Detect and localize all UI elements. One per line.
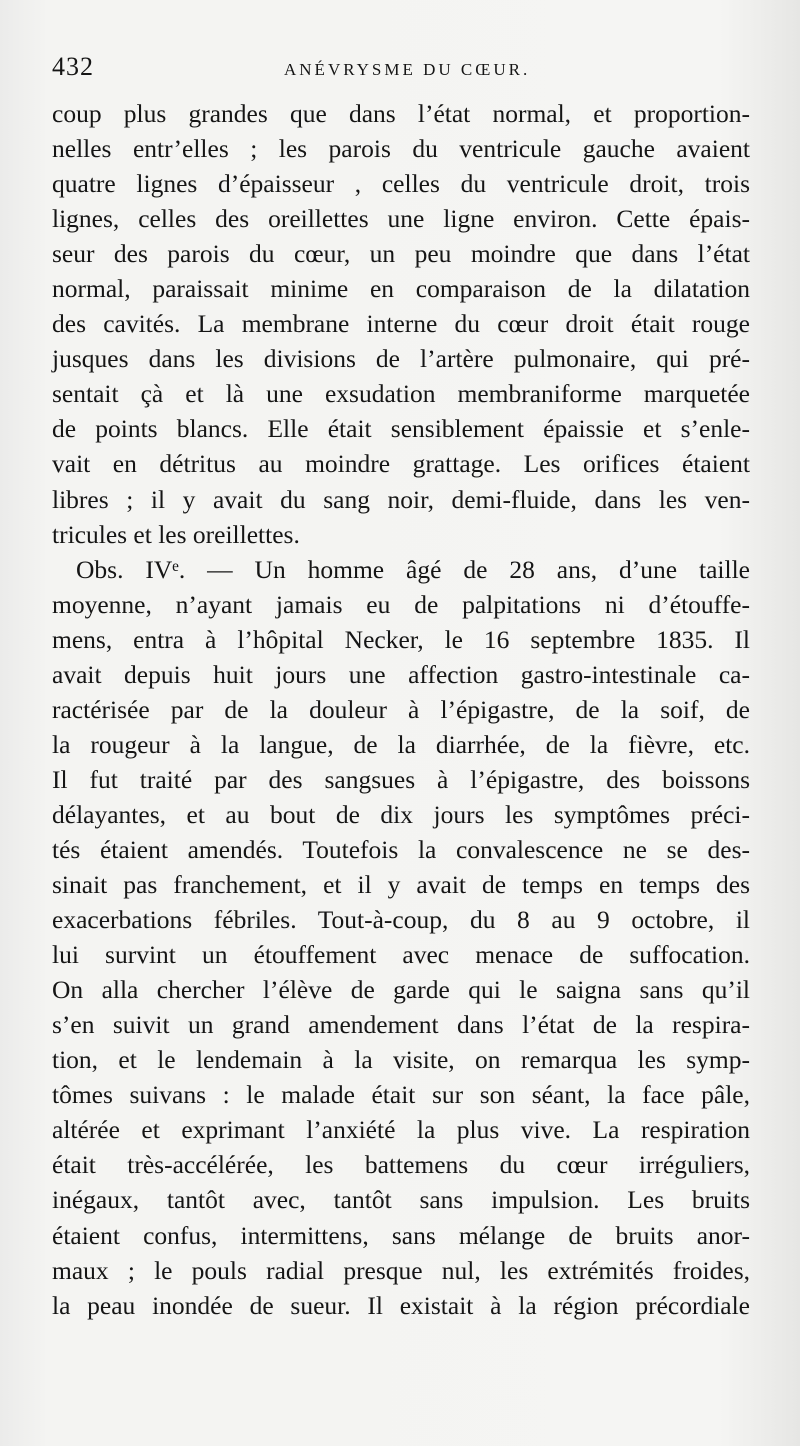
- text-line: délayantes, et au bout de dix jours les symptômes préci-: [52, 799, 750, 829]
- text-line: Il fut traité par des sangsues à l’épigastre, des boissons: [52, 764, 750, 794]
- text-line: lignes, celles des oreillettes une ligne environ. Cette épais-: [52, 204, 750, 234]
- observation-heading-line: Obs. IVᵉ. — Un homme âgé de 28 ans, d’une taille: [76, 554, 750, 584]
- text-line: coup plus grandes que dans l’état normal, et proportion-: [52, 99, 750, 128]
- text-line: libres ; il y avait du sang noir, demi-fluide, dans les ven-: [52, 484, 750, 514]
- text-line: tés étaient amendés. Toutefois la convalescence ne se des-: [52, 834, 750, 864]
- text-line: des cavités. La membrane interne du cœur droit était rouge: [52, 309, 750, 339]
- text-line: lui survint un étouffement avec menace de suffocation.: [52, 940, 750, 970]
- body-text: [52, 96, 750, 1323]
- running-head: ANÉVRYSME DU CŒUR.: [284, 60, 531, 79]
- text-line: sinait pas franchement, et il y avait de temps en temps des: [52, 870, 750, 900]
- text-line: maux ; le pouls radial presque nul, les extrémités froides,: [52, 1255, 750, 1285]
- text-line: étaient confus, intermittens, sans mélange de bruits anor-: [52, 1220, 750, 1250]
- text-line: ractérisée par de la douleur à l’épigastre, de la soif, de: [52, 694, 750, 724]
- text-line-paragraph-end: tricules et les oreillettes.: [52, 519, 300, 549]
- text-line: sentait çà et là une exsudation membraniforme marquetée: [52, 379, 750, 409]
- text-line: tômes suivans : le malade était sur son séant, la face pâle,: [52, 1080, 750, 1110]
- text-line: jusques dans les divisions de l’artère pulmonaire, qui pré-: [52, 344, 750, 374]
- text-line: quatre lignes d’épaisseur , celles du ventricule droit, trois: [52, 169, 750, 199]
- text-line: mens, entra à l’hôpital Necker, le 16 septembre 1835. Il: [52, 624, 750, 654]
- text-line: nelles entr’elles ; les parois du ventricule gauche avaient: [52, 134, 750, 164]
- text-line: On alla chercher l’élève de garde qui le saigna sans qu’il: [52, 975, 750, 1005]
- page-header: [52, 52, 752, 88]
- text-line: de points blancs. Elle était sensiblement épaissie et s’enle-: [52, 414, 750, 444]
- text-line: vait en détritus au moindre grattage. Les orifices étaient: [52, 449, 750, 479]
- text-line: moyenne, n’ayant jamais eu de palpitations ni d’étouffe-: [52, 589, 750, 619]
- text-line: avait depuis huit jours une affection gastro-intestinale ca-: [52, 659, 750, 689]
- text-line: la peau inondée de sueur. Il existait à la région précordiale: [52, 1290, 750, 1320]
- page-number: 432: [52, 52, 94, 81]
- text-line: tion, et le lendemain à la visite, on remarqua les symp-: [52, 1045, 750, 1075]
- text-line: s’en suivit un grand amendement dans l’état de la respira-: [52, 1010, 750, 1040]
- text-line: était très-accélérée, les battemens du cœur irréguliers,: [52, 1150, 750, 1180]
- text-line: normal, paraissait minime en comparaison de la dilatation: [52, 274, 750, 304]
- text-line: la rougeur à la langue, de la diarrhée, de la fièvre, etc.: [52, 729, 750, 759]
- text-line: altérée et exprimant l’anxiété la plus vive. La respiration: [52, 1115, 750, 1145]
- text-line: exacerbations fébriles. Tout-à-coup, du 8 au 9 octobre, il: [52, 905, 750, 935]
- text-line: inégaux, tantôt avec, tantôt sans impulsion. Les bruits: [52, 1185, 750, 1215]
- text-line: seur des parois du cœur, un peu moindre que dans l’état: [52, 239, 750, 269]
